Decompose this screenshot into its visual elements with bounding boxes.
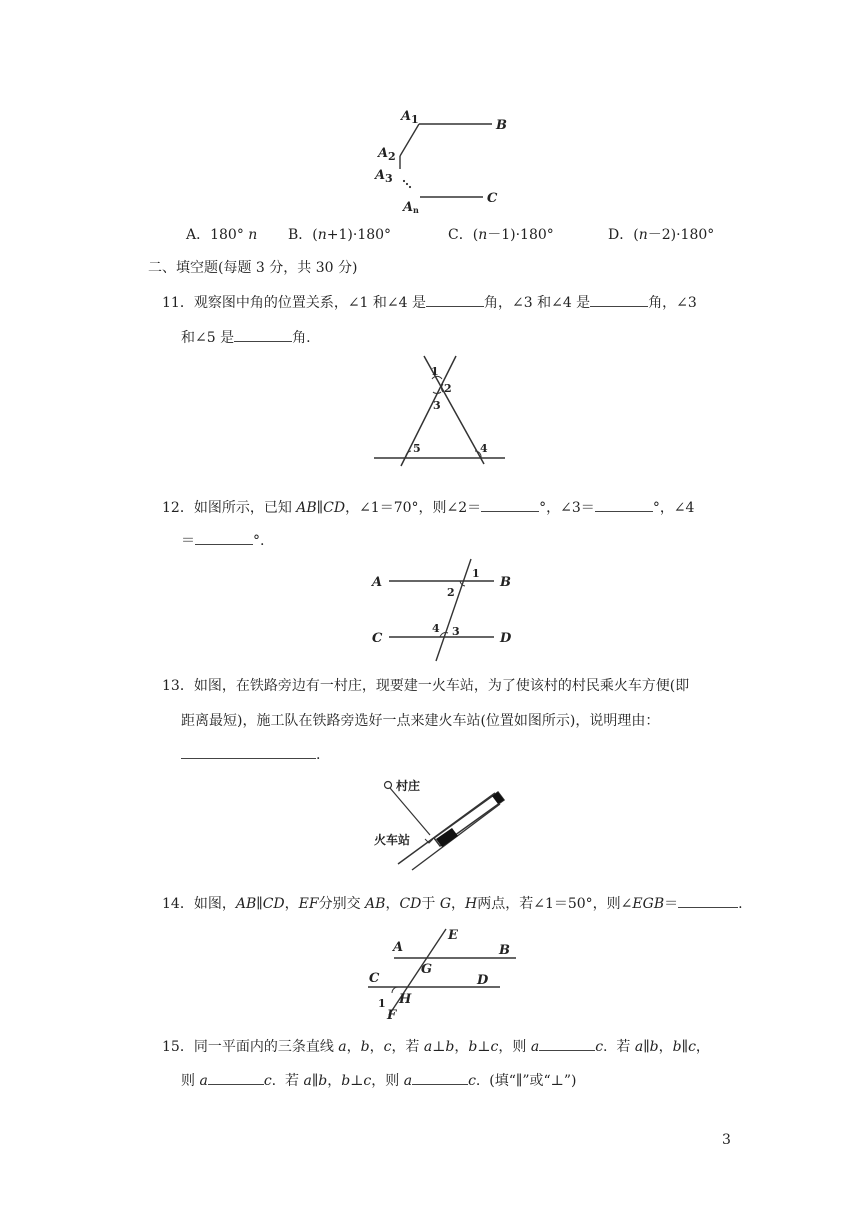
label-H: H (399, 992, 412, 1007)
section-title: 二、填空题(每题 3 分，共 30 分) (148, 260, 358, 276)
angle-2-label: 2 (447, 586, 455, 599)
label-C: C (369, 971, 380, 986)
angle-1-label: 1 (431, 365, 439, 378)
q12-line2: ＝ °. (181, 530, 264, 551)
station-label: 火车站 (374, 833, 411, 847)
angle-5-label: 5 (413, 442, 421, 455)
q11-figure (370, 352, 510, 467)
option-b: B．(n+1)·180° (288, 227, 392, 243)
q15-line1: 15．同一平面内的三条直线 a，b，c，若 a⊥b，b⊥c，则 a c. 若 a∥b，b∥c， (162, 1036, 710, 1057)
label-E: E (448, 928, 458, 943)
option-c: C．(n－1)·180° (448, 227, 554, 243)
label-C: C (372, 631, 383, 646)
option-a: A．180° n (186, 227, 258, 243)
svg-text:n: n (413, 205, 419, 215)
q11-line2: 和∠5 是 角. (181, 327, 311, 348)
q10-figure (370, 105, 520, 220)
angle-3-label: 3 (433, 399, 441, 412)
q15-blank-3[interactable] (412, 1070, 468, 1085)
label-A2: A (378, 146, 389, 161)
svg-text:2: 2 (388, 150, 396, 163)
label-An: A (403, 200, 414, 215)
q12-line1: 12．如图所示，已知 AB∥CD，∠1＝70°，则∠2＝ °，∠3＝ °，∠4 (162, 497, 694, 518)
q15-blank-2[interactable] (208, 1070, 264, 1085)
label-C: C (487, 191, 498, 206)
q14-blank[interactable] (678, 893, 738, 908)
angle-3-label: 3 (452, 625, 460, 638)
label-A: A (372, 575, 383, 590)
q13-line1: 13．如图，在铁路旁边有一村庄，现要建一火车站，为了使该村的村民乘火车方便(即 (162, 678, 690, 694)
label-A1: A (401, 109, 412, 124)
q13-figure (370, 772, 510, 872)
q12-blank-3[interactable] (195, 530, 253, 545)
label-D: D (500, 631, 512, 646)
angle-1-label: 1 (472, 567, 480, 580)
q14-line1: 14．如图，AB∥CD，EF分别交 AB，CD于 G，H两点，若∠1＝50°，则∠EGB＝ . (162, 893, 743, 914)
q15-blank-1[interactable] (539, 1036, 595, 1051)
label-D: D (477, 973, 489, 988)
q12-blank-2[interactable] (595, 497, 653, 512)
q13-line3: . (181, 744, 320, 765)
label-B: B (499, 943, 510, 958)
angle-4-label: 4 (432, 622, 440, 635)
q11-line1: 11．观察图中角的位置关系，∠1 和∠4 是 角，∠3 和∠4 是 角，∠3 (162, 292, 697, 313)
page-number: 3 (722, 1132, 731, 1148)
q11-blank-3[interactable] (234, 327, 292, 342)
label-A: A (393, 940, 404, 955)
q11-blank-2[interactable] (590, 292, 648, 307)
svg-text:1: 1 (411, 113, 419, 126)
label-F: F (387, 1008, 397, 1020)
label-B: B (496, 118, 507, 133)
label-A3: A (375, 168, 386, 183)
q12-figure (368, 555, 528, 665)
svg-text:3: 3 (385, 172, 393, 185)
q15-line2: 则 a c. 若 a∥b，b⊥c，则 a c. (填“∥”或“⊥”) (181, 1070, 576, 1091)
q14-figure (362, 925, 522, 1020)
option-d: D．(n－2)·180° (608, 227, 715, 243)
angle-1-label: 1 (378, 997, 386, 1010)
label-B: B (500, 575, 511, 590)
village-label: 村庄 (396, 779, 421, 793)
q11-blank-1[interactable] (426, 292, 484, 307)
angle-4-label: 4 (480, 442, 488, 455)
q13-line2: 距离最短)，施工队在铁路旁选好一点来建火车站(位置如图所示)，说明理由： (181, 713, 660, 729)
q13-blank[interactable] (181, 744, 316, 759)
q12-blank-1[interactable] (481, 497, 539, 512)
label-G: G (421, 962, 433, 977)
angle-2-label: 2 (444, 382, 452, 395)
